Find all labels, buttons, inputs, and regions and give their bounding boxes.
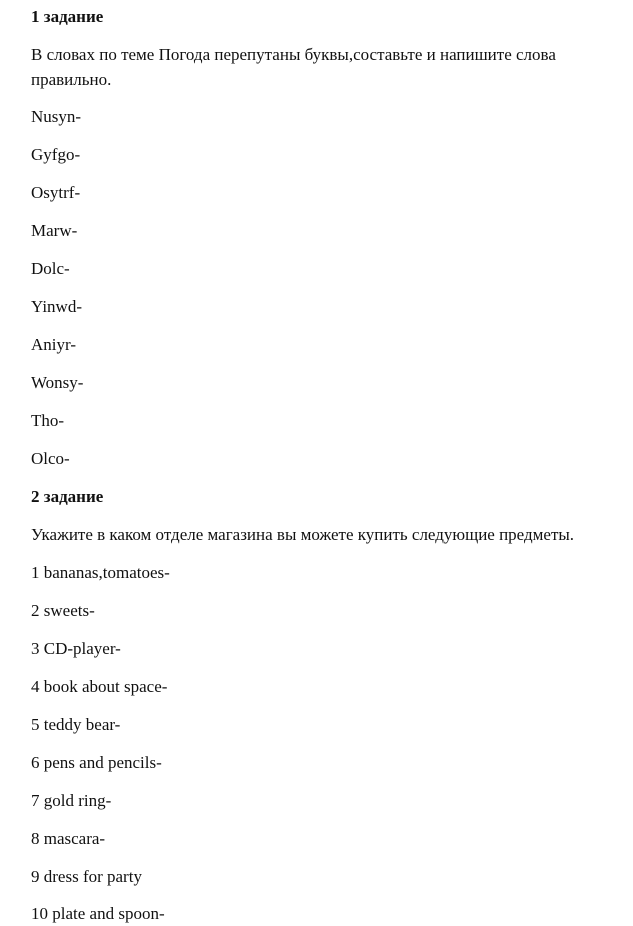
task2-item: 4 book about space- — [31, 677, 168, 696]
task1-word: Nusyn- — [31, 107, 82, 126]
task1-word: Gyfgo- — [31, 145, 81, 164]
task1-word: Olco- — [31, 449, 70, 468]
task2-item: 10 plate and spoon- — [31, 904, 165, 923]
task1-instruction: В словах по теме Погода перепутаны буквы,составьте и напишите слова правильно. — [31, 45, 556, 89]
task2-instruction: Укажите в каком отделе магазина вы можете купить следующие предметы. — [31, 525, 575, 544]
task2-item: 2 sweets- — [31, 601, 95, 620]
task1-word: Wonsy- — [31, 373, 84, 392]
task2-item: 6 pens and pencils- — [31, 753, 162, 772]
task1-word: Osytrf- — [31, 183, 81, 202]
task2-item: 9 dress for party — [31, 867, 142, 886]
task1-heading: 1 задание — [31, 7, 104, 26]
task1-word: Yinwd- — [31, 297, 82, 316]
task1-word: Marw- — [31, 221, 78, 240]
task1-word: Tho- — [31, 411, 65, 430]
task1-word: Aniyr- — [31, 335, 76, 354]
task2-item: 7 gold ring- — [31, 791, 112, 810]
task2-item: 5 teddy bear- — [31, 715, 121, 734]
task2-item: 3 CD-player- — [31, 639, 121, 658]
task2-heading: 2 задание — [31, 487, 104, 506]
task2-item: 8 mascara- — [31, 829, 106, 848]
task1-word: Dolc- — [31, 259, 70, 278]
task2-item: 1 bananas,tomatoes- — [31, 563, 170, 582]
